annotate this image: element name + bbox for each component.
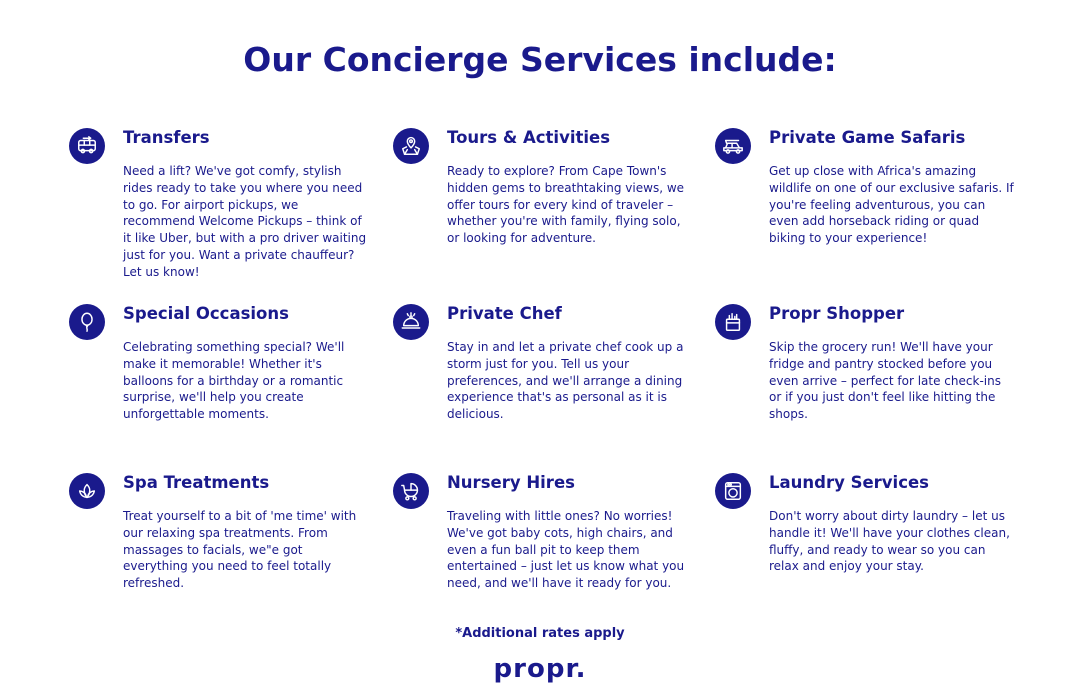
service-title: Propr Shopper (769, 304, 905, 323)
service-title: Nursery Hires (447, 473, 575, 492)
service-title: Special Occasions (123, 304, 289, 323)
stroller-icon (393, 473, 429, 509)
service-description: Celebrating something special? We'll make it memorable! Whether it's balloons for a birthday or a romantic surprise, we'll help you create unforgettable moments. (123, 340, 345, 422)
service-description: Don't worry about dirty laundry – let us handle it! We'll have your clothes clean, fluffy, and ready to wear so you can relax and enjoy your stay. (769, 509, 1010, 574)
service-description: Need a lift? We've got comfy, stylish rides ready to take you where you need to go. For airport pickups, we recommend Welcome Pickups – think of it like Uber, but with a pro driver waiting just for you. Want a private chauffeur? Let us know! (123, 164, 367, 279)
service-description: Stay in and let a private chef cook up a storm just for you. Tell us your preferences, and we'll arrange a dining experience that's as personal as it is delicious. (447, 340, 684, 422)
map-pin-icon (393, 128, 429, 164)
service-title: Private Game Safaris (769, 128, 966, 147)
balloon-icon (69, 304, 105, 340)
van-icon (69, 128, 105, 164)
service-title: Private Chef (447, 304, 562, 323)
page-title: Our Concierge Services include: (243, 40, 837, 79)
propr-logo: propr. (493, 654, 587, 684)
washing-machine-icon (715, 473, 751, 509)
service-description: Treat yourself to a bit of 'me time' with our relaxing spa treatments. From massages to facials, we"e got everything you need to feel totally refreshed. (123, 509, 357, 591)
service-description: Skip the grocery run! We'll have your fridge and pantry stocked before you even arrive – perfect for late check-ins or if you just don't feel like hitting the shops. (769, 340, 1001, 422)
service-description: Get up close with Africa's amazing wildlife on one of our exclusive safaris. If you're feeling adventurous, you can even add horseback riding or quad biking to your experience! (769, 164, 1014, 246)
cloche-icon (393, 304, 429, 340)
lotus-icon (69, 473, 105, 509)
additional-rates-note: *Additional rates apply (455, 626, 625, 641)
service-title: Spa Treatments (123, 473, 270, 492)
service-description: Traveling with little ones? No worries! We've got baby cots, high chairs, and even a fun ball pit to keep them entertained – just let us know what you need, and we'll have it ready for you. (447, 509, 685, 591)
service-title: Tours & Activities (447, 128, 611, 147)
service-title: Transfers (123, 128, 210, 147)
shopping-bag-icon (715, 304, 751, 340)
service-description: Ready to explore? From Cape Town's hidden gems to breathtaking views, we offer tours for every kind of traveler – whether you're with family, flying solo, or looking for adventure. (447, 164, 685, 246)
safari-jeep-icon (715, 128, 751, 164)
service-title: Laundry Services (769, 473, 930, 492)
